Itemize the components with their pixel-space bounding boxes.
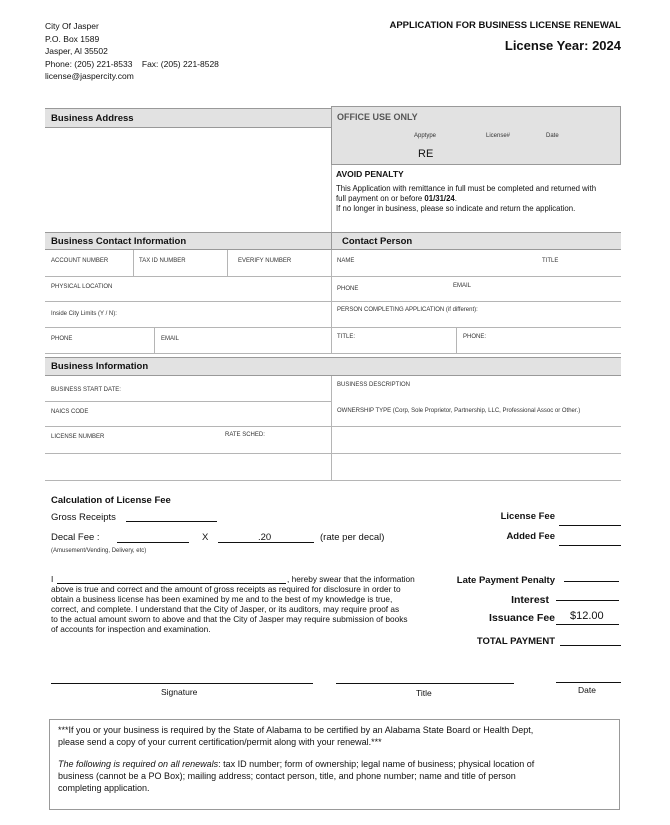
added-fee-input[interactable] <box>559 545 621 546</box>
business-description-field[interactable]: BUSINESS DESCRIPTION <box>337 382 411 388</box>
footer-line-4: business (cannot be a PO Box); mailing address; contact person, title, and phone number; name and title of person <box>58 771 516 781</box>
oath-line-4: correct, and complete. I understand that the City of Jasper, or its auditors, may require proof as <box>51 604 400 614</box>
business-address-header: Business Address <box>45 108 331 128</box>
times-symbol: X <box>202 532 209 543</box>
business-email-field[interactable]: EMAIL <box>161 336 180 342</box>
penalty-line-2-suffix: . <box>454 194 457 203</box>
business-contact-header: Business Contact Information <box>45 232 331 250</box>
title-label: Title <box>416 688 432 698</box>
title-input[interactable] <box>336 683 514 684</box>
person-completing-field[interactable]: PERSON COMPLETING APPLICATION (if different): <box>337 307 478 313</box>
gross-receipts-input[interactable] <box>126 521 217 522</box>
avoid-penalty-title: AVOID PENALTY <box>336 169 404 179</box>
swearer-name-input[interactable] <box>57 583 286 584</box>
license-fee-input[interactable] <box>559 525 621 526</box>
ownership-type-field[interactable]: OWNERSHIP TYPE (Corp, Sole Proprietor, Partnership, LLC, Professional Assoc or Other.) <box>337 408 581 414</box>
naics-code-field[interactable]: NAICS CODE <box>51 409 89 415</box>
city-email: license@jaspercity.com <box>45 71 134 81</box>
city-fax: Fax: (205) 221-8528 <box>141 58 219 69</box>
total-payment-input[interactable] <box>560 645 621 646</box>
org-name: City Of Jasper <box>45 21 99 31</box>
contact-title-field[interactable]: TITLE <box>542 258 559 264</box>
form-title: APPLICATION FOR BUSINESS LICENSE RENEWAL <box>389 20 621 31</box>
tax-id-field[interactable]: TAX ID NUMBER <box>139 258 186 264</box>
renewal-requirements-box <box>49 719 620 810</box>
total-payment-label: TOTAL PAYMENT <box>476 636 555 647</box>
po-box: P.O. Box 1589 <box>45 33 100 44</box>
signature-label: Signature <box>161 687 198 697</box>
date-label-sig: Date <box>578 685 596 695</box>
city-state: Jasper, Al 35502 <box>45 46 108 56</box>
penalty-line-2-prefix: full payment on or before <box>336 194 425 203</box>
account-number-field[interactable]: ACCOUNT NUMBER <box>51 258 109 264</box>
rate-note: (rate per decal) <box>320 532 385 543</box>
footer-line-5: completing application. <box>58 783 150 793</box>
footer-line-2: please send a copy of your current certification/permit along with your renewal.*** <box>58 737 382 747</box>
everify-field[interactable]: EVERIFY NUMBER <box>238 258 292 264</box>
physical-location-field[interactable]: PHYSICAL LOCATION <box>51 284 113 290</box>
apptype-value: RE <box>418 148 434 160</box>
oath-line-1-suffix: , hereby swear that the information <box>287 574 415 584</box>
footer-line-3 <box>58 758 611 770</box>
completing-phone-field[interactable]: PHONE: <box>463 334 487 340</box>
business-phone-field[interactable]: PHONE <box>51 336 73 342</box>
decal-note: (Amusement/Vending, Delivery, etc) <box>51 548 147 554</box>
completing-title-field[interactable]: TITLE: <box>337 334 356 340</box>
date-input[interactable] <box>556 682 621 683</box>
late-penalty-input[interactable] <box>564 581 619 582</box>
penalty-text <box>336 184 626 214</box>
phone-fax-line <box>45 58 219 71</box>
avoid-penalty-notice <box>336 169 626 214</box>
gross-receipts-label: Gross Receipts <box>51 512 116 523</box>
date-label: Date <box>546 133 559 139</box>
contact-email-field[interactable]: EMAIL <box>453 283 472 289</box>
apptype-label: Apptype <box>414 133 437 139</box>
footer-line-3-rest: : tax ID number; form of ownership; legal name of business; physical location of <box>218 759 535 769</box>
footer-lead: The following is required on all renewals <box>58 759 219 769</box>
oath-paragraph <box>51 574 451 634</box>
city-address-block <box>45 20 219 83</box>
oath-line-3: obtain a business license has been examined by me and to the best of my knowledge is true, <box>51 594 393 604</box>
contact-phone-field[interactable]: PHONE <box>337 286 359 292</box>
decal-fee-label: Decal Fee : <box>51 532 100 543</box>
business-address-field[interactable] <box>45 128 331 232</box>
license-number-field[interactable]: LICENSE NUMBER <box>51 434 105 440</box>
office-use-box <box>331 106 621 165</box>
late-penalty-label: Late Payment Penalty <box>456 575 555 586</box>
rate-sched-field[interactable]: RATE SCHED: <box>225 432 265 438</box>
interest-input[interactable] <box>556 600 619 601</box>
license-number-label: License# <box>486 133 511 139</box>
oath-line-1 <box>51 574 451 584</box>
license-fee-label: License Fee <box>500 511 555 522</box>
issuance-fee-label: Issuance Fee <box>489 612 555 624</box>
license-year: License Year: 2024 <box>504 38 621 53</box>
due-date: 01/31/24 <box>424 194 455 203</box>
rate-value: .20 <box>258 532 272 543</box>
decal-fee-input[interactable] <box>117 542 189 543</box>
city-phone: Phone: (205) 221-8533 <box>45 58 133 69</box>
office-use-title: OFFICE USE ONLY <box>337 112 418 122</box>
oath-line-2: above is true and correct and the amount of gross receipts as required for disclosure in order to <box>51 584 401 594</box>
penalty-line-3: If no longer in business, please so indicate and return the application. <box>336 204 576 213</box>
footer-line-1: ***If you or your business is required by the State of Alabama to be certified by an Alabama State Board or Health Dept, <box>58 725 534 735</box>
business-start-date-field[interactable]: BUSINESS START DATE: <box>51 387 121 393</box>
oath-line-6: of accounts for inspection and examination. <box>51 624 211 634</box>
business-information-header: Business Information <box>45 357 621 376</box>
oath-line-5: to the actual amount sworn to above and that the City of Jasper may require submission of books <box>51 614 408 624</box>
calculation-title: Calculation of License Fee <box>51 495 171 506</box>
contact-name-field[interactable]: NAME <box>337 258 355 264</box>
contact-person-header: Contact Person <box>331 232 621 250</box>
oath-prefix: I <box>51 574 54 584</box>
interest-label: Interest <box>511 594 549 606</box>
issuance-fee-value: $12.00 <box>570 610 604 622</box>
penalty-line-2 <box>336 194 626 204</box>
penalty-line-1: This Application with remittance in full must be completed and returned with <box>336 184 597 193</box>
added-fee-label: Added Fee <box>506 531 555 542</box>
inside-city-limits-field[interactable]: Inside City Limits (Y / N): <box>51 311 117 317</box>
signature-input[interactable] <box>51 683 313 684</box>
